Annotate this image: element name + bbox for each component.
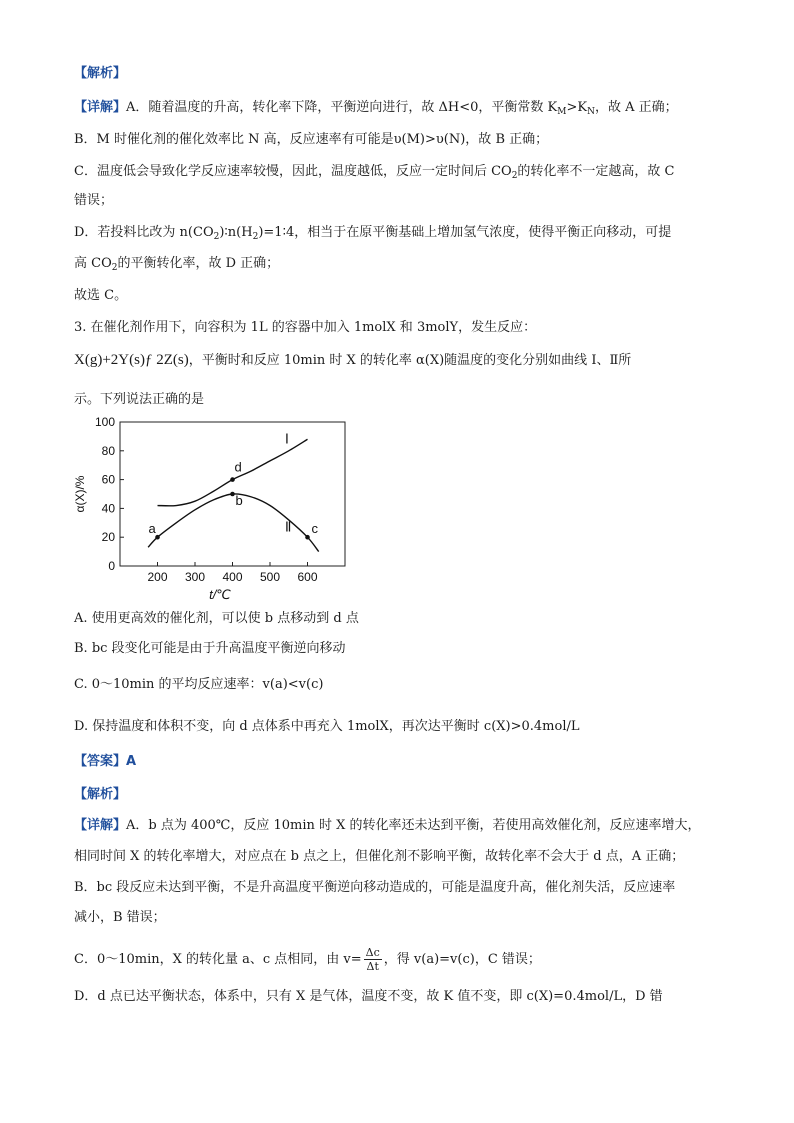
detail-d-line-1: D．若投料比改为 $n(CO_2)∶n(H_2)=1∶4$，相当于在原平衡基础上增加氢气浓度，使得平衡正向移动，可提 [74,225,672,242]
option-c: C. 0～10min 的平均反应速率：v(a)<v(c) [74,677,324,692]
point-label-d: d [234,459,242,475]
answer: 【答案】A [74,754,137,769]
y-tick-label: 0 [108,559,115,573]
reaction-equation: X(g)+2Y(s)ƒ 2Z(s) [74,352,189,368]
detail-c-line-1: C．温度低会导致化学反应速率较慢，因此，温度越低，反应一定时间后 $CO_2$的转化率不一定越高，故 C [74,164,675,181]
detail2-d-line: D．d 点已达平衡状态，体系中，只有 X 是气体，温度不变，故 K 值不变，即 c(X)=0.4mol/L，D 错 [74,989,663,1004]
point-b [230,492,235,497]
analysis-tag: 【解析】 [74,66,127,81]
x-tick-label: 200 [147,570,168,584]
question-3-stem: 3. 在催化剂作用下，向容积为 1L 的容器中加入 1molX 和 3molY，发生反应： [74,320,537,335]
option-d: D. 保持温度和体积不变，向 d 点体系中再充入 1molX，再次达平衡时 c(X)>0.4mol/L [74,719,580,734]
x-tick-label: 400 [222,570,243,584]
point-d [230,477,235,482]
analysis-tag-2: 【解析】 [74,787,127,802]
curve-ii [148,494,319,552]
point-a [155,535,160,540]
conclusion: 故选 C。 [74,288,128,303]
point-label-c: c [311,521,318,537]
detail-d-line-2: 高 $CO_2$的平衡转化率，故 D 正确； [74,256,280,273]
question-3-prompt: 示。下列说法正确的是 [74,392,205,407]
x-tick-label: 600 [297,570,318,584]
detail-b-line: B．M 时催化剂的催化效率比 N 高，反应速率有可能是υ(M)>υ(N)，故 B 正确； [74,132,549,147]
point-label-b: b [235,493,243,508]
detail2-c-line: C．0～10min，X 的转化量 a、c 点相同，由 v= $\frac{\Delta c}{\Delta t}$ ，得 v(a)=v(c)，C 错误； [74,946,541,973]
y-tick-label: 80 [101,443,115,458]
detail2-a-line-1: 【详解】A．b 点为 400℃，反应 10min 时 X 的转化率还未达到平衡，若使用高效催化剂，反应速率增大， [74,818,701,833]
x-tick-label: 300 [184,570,206,584]
detail2-a-line-2: 相同时间 X 的转化率增大，对应点在 b 点之上，但催化剂不影响平衡，故转化率不会大于 d 点，A 正确； [74,849,685,864]
conversion-chart [70,410,360,605]
curve-ii-label: Ⅱ [285,519,292,535]
y-tick-label: 20 [101,530,115,545]
x-axis-label: t/℃ [209,587,231,602]
detail2-b-line-2: 减小，B 错误； [74,910,166,925]
point-c [305,535,310,540]
curve-i-label: Ⅰ [285,431,289,447]
detail2-b-line-1: B．bc 段反应未达到平衡，不是升高温度平衡逆向移动造成的，可能是温度升高，催化剂失活，反应速率 [74,880,676,895]
y-tick-label: 40 [101,501,115,516]
y-tick-label: 60 [101,472,115,487]
y-axis-label: α(X)/% [73,475,87,513]
option-a: A. 使用更高效的催化剂，可以使 b 点移动到 d 点 [74,611,359,626]
detail-c-line-2: 错误； [74,193,114,208]
option-b: B. bc 段变化可能是由于升高温度平衡逆向移动 [74,641,346,656]
rate-fraction: $\frac{\Delta c}{\Delta t}$ [365,946,380,973]
detail-a-line: 【详解】A．随着温度的升高，转化率下降，平衡逆向进行，故 ΔH<0，平衡常数 $K_M>K_N$，故 A 正确； [74,100,678,117]
point-label-a: a [148,521,156,537]
question-3-equation-line: X(g)+2Y(s)ƒ 2Z(s)，平衡时和反应 10min 时 X 的转化率 α(X)随温度的变化分别如曲线 Ⅰ、Ⅱ所 [74,352,632,368]
y-tick-label: 100 [94,415,115,429]
x-tick-label: 500 [259,570,281,584]
